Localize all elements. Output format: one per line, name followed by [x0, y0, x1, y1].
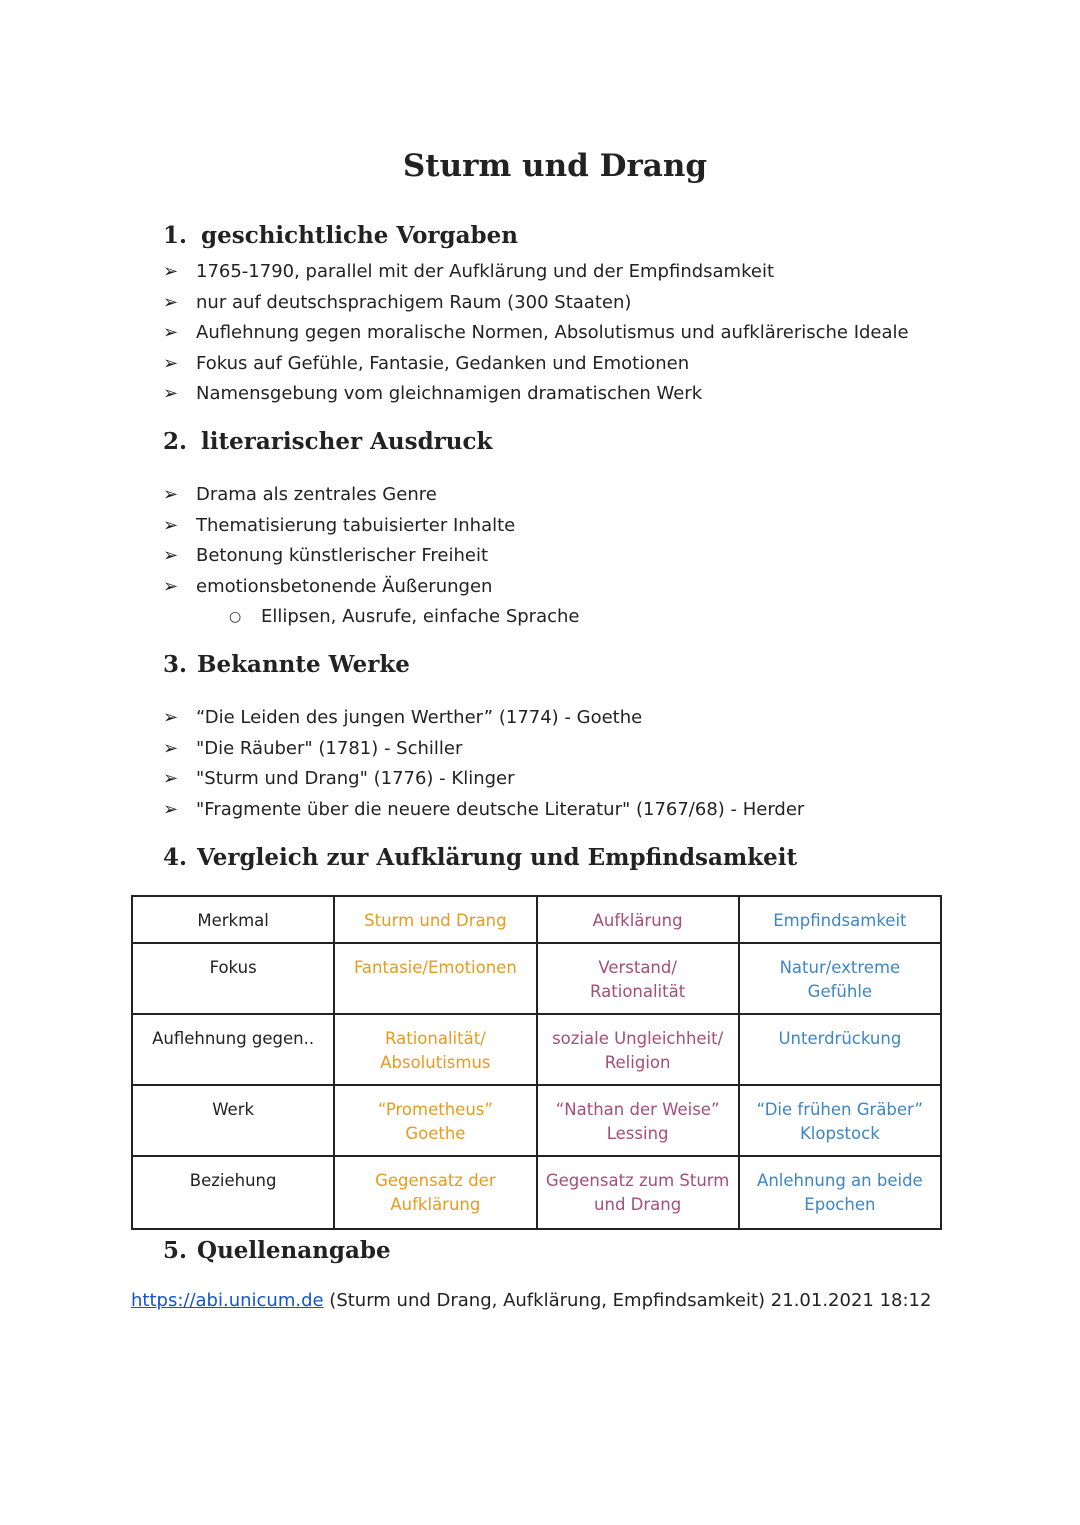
- list-item: ➢ nur auf deutschsprachigem Raum (300 Staaten): [163, 288, 909, 319]
- table-cell: Fantasie/Emotionen: [334, 943, 536, 1014]
- section-number: 3.: [163, 651, 188, 678]
- section-heading-5: [163, 1237, 391, 1264]
- table-header-cell: Sturm und Drang: [334, 896, 536, 943]
- arrow-bullet-icon: ➢: [163, 737, 179, 759]
- table-header-cell: Empfindsamkeit: [739, 896, 941, 943]
- list-item: ➢ “Die Leiden des jungen Werther” (1774) - Goethe: [163, 703, 804, 734]
- table-header-cell: Merkmal: [132, 896, 334, 943]
- table-cell: Unterdrückung: [739, 1014, 941, 1085]
- section-number: 5.: [163, 1237, 188, 1264]
- source-line: [131, 1290, 931, 1311]
- page-title: Sturm und Drang: [402, 148, 708, 184]
- arrow-bullet-icon: ➢: [163, 514, 179, 536]
- table-cell: Verstand/ Rationalität: [537, 943, 739, 1014]
- list-item: ➢ "Sturm und Drang" (1776) - Klinger: [163, 764, 804, 795]
- table-cell: Beziehung: [132, 1156, 334, 1229]
- table-cell: “Prometheus” Goethe: [334, 1085, 536, 1156]
- section-heading-3: [163, 651, 410, 678]
- bullet-list-3: [163, 703, 804, 825]
- section-heading-4: [163, 844, 797, 871]
- bullet-list-2: [163, 480, 579, 633]
- source-details: (Sturm und Drang, Aufklärung, Empfindsamkeit) 21.01.2021 18:12: [323, 1290, 932, 1311]
- section-heading-1: [163, 222, 518, 249]
- section-title: Bekannte Werke: [197, 651, 410, 678]
- arrow-bullet-icon: ➢: [163, 798, 179, 820]
- table-row: [132, 943, 941, 1014]
- table-cell: soziale Ungleichheit/ Religion: [537, 1014, 739, 1085]
- table-header-row: [132, 896, 941, 943]
- table-cell: Fokus: [132, 943, 334, 1014]
- section-title: Quellenangabe: [197, 1237, 391, 1264]
- section-title: literarischer Ausdruck: [201, 428, 493, 455]
- arrow-bullet-icon: ➢: [163, 545, 179, 567]
- list-item: ➢ Thematisierung tabuisierter Inhalte: [163, 511, 579, 542]
- list-item: ➢ Drama als zentrales Genre: [163, 480, 579, 511]
- table-header-cell: Aufklärung: [537, 896, 739, 943]
- list-item: ➢ Auflehnung gegen moralische Normen, Absolutismus und aufklärerische Ideale: [163, 318, 909, 349]
- table-cell: “Nathan der Weise” Lessing: [537, 1085, 739, 1156]
- section-number: 4.: [163, 844, 188, 871]
- table-cell: Auflehnung gegen..: [132, 1014, 334, 1085]
- sub-list-item: ○ Ellipsen, Ausrufe, einfache Sprache: [163, 602, 579, 633]
- arrow-bullet-icon: ➢: [163, 322, 179, 344]
- arrow-bullet-icon: ➢: [163, 707, 179, 728]
- table-cell: Natur/extreme Gefühle: [739, 943, 941, 1014]
- table-cell: Gegensatz zum Sturm und Drang: [537, 1156, 739, 1229]
- table-row: [132, 1014, 941, 1085]
- table-cell: Werk: [132, 1085, 334, 1156]
- section-number: 2.: [163, 428, 188, 455]
- section-number: 1.: [163, 222, 188, 249]
- comparison-table: [131, 895, 942, 1230]
- section-title: Vergleich zur Aufklärung und Empfindsamkeit: [197, 844, 798, 871]
- table-cell: Rationalität/ Absolutismus: [334, 1014, 536, 1085]
- arrow-bullet-icon: ➢: [163, 291, 179, 313]
- arrow-bullet-icon: ➢: [163, 261, 179, 282]
- list-item: ➢ "Fragmente über die neuere deutsche Literatur" (1767/68) - Herder: [163, 795, 804, 826]
- arrow-bullet-icon: ➢: [163, 575, 179, 597]
- arrow-bullet-icon: ➢: [163, 484, 179, 505]
- list-item: ➢ Fokus auf Gefühle, Fantasie, Gedanken und Emotionen: [163, 349, 909, 380]
- source-link[interactable]: https://abi.unicum.de: [131, 1290, 324, 1311]
- arrow-bullet-icon: ➢: [163, 383, 179, 405]
- table-cell: Gegensatz der Aufklärung: [334, 1156, 536, 1229]
- table-cell: Anlehnung an beide Epochen: [739, 1156, 941, 1229]
- section-title: geschichtliche Vorgaben: [201, 222, 518, 249]
- arrow-bullet-icon: ➢: [163, 768, 179, 790]
- circle-bullet-icon: ○: [229, 609, 242, 626]
- bullet-list-1: [163, 257, 909, 410]
- list-item: ➢ "Die Räuber" (1781) - Schiller: [163, 734, 804, 765]
- table-cell: “Die frühen Gräber” Klopstock: [739, 1085, 941, 1156]
- list-item: ➢ Betonung künstlerischer Freiheit: [163, 541, 579, 572]
- table-row: [132, 1156, 941, 1229]
- arrow-bullet-icon: ➢: [163, 352, 179, 374]
- section-heading-2: [163, 428, 492, 455]
- list-item: ➢ emotionsbetonende Äußerungen: [163, 572, 579, 603]
- table-row: [132, 1085, 941, 1156]
- list-item: ➢ 1765-1790, parallel mit der Aufklärung und der Empfindsamkeit: [163, 257, 909, 288]
- list-item: ➢ Namensgebung vom gleichnamigen dramatischen Werk: [163, 379, 909, 410]
